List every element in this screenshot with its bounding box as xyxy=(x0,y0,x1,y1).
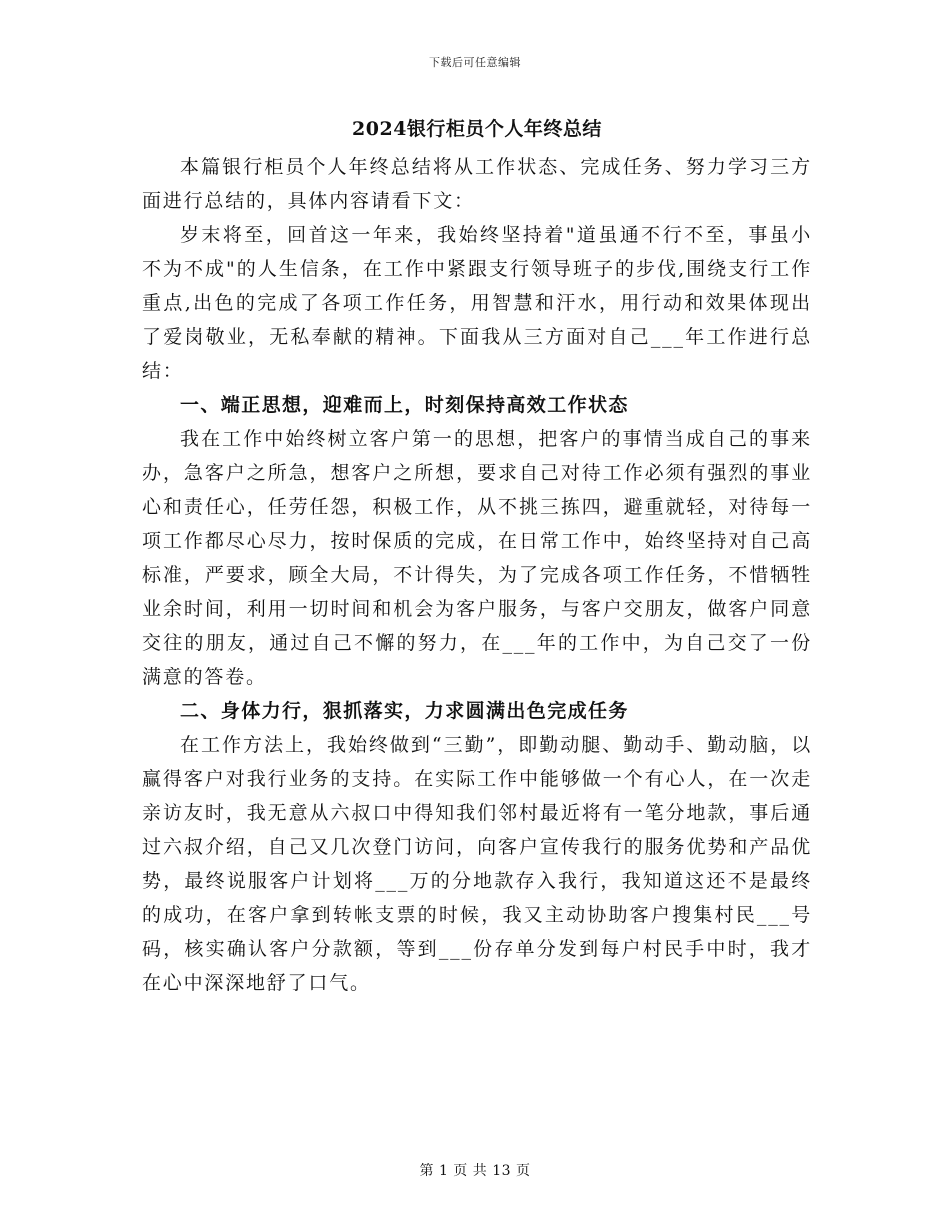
body-paragraph-2: 我在工作中始终树立客户第一的思想，把客户的事情当成自己的事来办，急客户之所急，想客户之所想，要求自己对待工作必须有强烈的事业心和责任心，任劳任怨，积极工作，从不挑三拣四，避重就轻，对待每一项工作都尽心尽力，按时保质的完成，在日常工作中，始终坚持对自己高标准，严要求，顾全大局，不计得失，为了完成各项工作任务，不惜牺牲业余时间，利用一切时间和机会为客户服务，与客户交朋友，做客户同意交往的朋友，通过自己不懈的努力，在___年的工作中，为自己交了一份满意的答卷。 xyxy=(142,428,812,688)
body-paragraph-1: 岁末将至，回首这一年来，我始终坚持着"道虽通不行不至，事虽小不为不成"的人生信条，在工作中紧跟支行领导班子的步伐,围绕支行工作重点,出色的完成了各项工作任务，用智慧和汗水，用行动和效果体现出了爱岗敬业，无私奉献的精神。下面我从三方面对自己___年工作进行总结： xyxy=(142,224,812,382)
document-body xyxy=(142,112,812,1000)
body-paragraph-3: 在工作方法上，我始终做到“三勤”，即勤动腿、勤动手、勤动脑，以赢得客户对我行业务的支持。在实际工作中能够做一个有心人，在一次走亲访友时，我无意从六叔口中得知我们邻村最近将有一笔分地款，事后通过六叔介绍，自己又几次登门访问，向客户宣传我行的服务优势和产品优势，最终说服客户计划将___万的分地款存入我行，我知道这还不是最终的成功，在客户拿到转帐支票的时候，我又主动协助客户搜集村民___号码，核实确认客户分款额，等到___份存单分发到每户村民手中时，我才在心中深深地舒了口气。 xyxy=(142,734,812,994)
section-heading-2: 二、身体力行，狠抓落实，力求圆满出色完成任务 xyxy=(180,700,629,722)
page-footer: 第 1 页 共 13 页 xyxy=(419,1163,531,1179)
header-note: 下载后可任意编辑 xyxy=(429,56,521,69)
intro-paragraph: 本篇银行柜员个人年终总结将从工作状态、完成任务、努力学习三方面进行总结的，具体内容请看下文： xyxy=(142,156,812,212)
document-title: 2024银行柜员个人年终总结 xyxy=(352,118,602,140)
section-heading-1: 一、端正思想，迎难而上，时刻保持高效工作状态 xyxy=(180,394,629,416)
